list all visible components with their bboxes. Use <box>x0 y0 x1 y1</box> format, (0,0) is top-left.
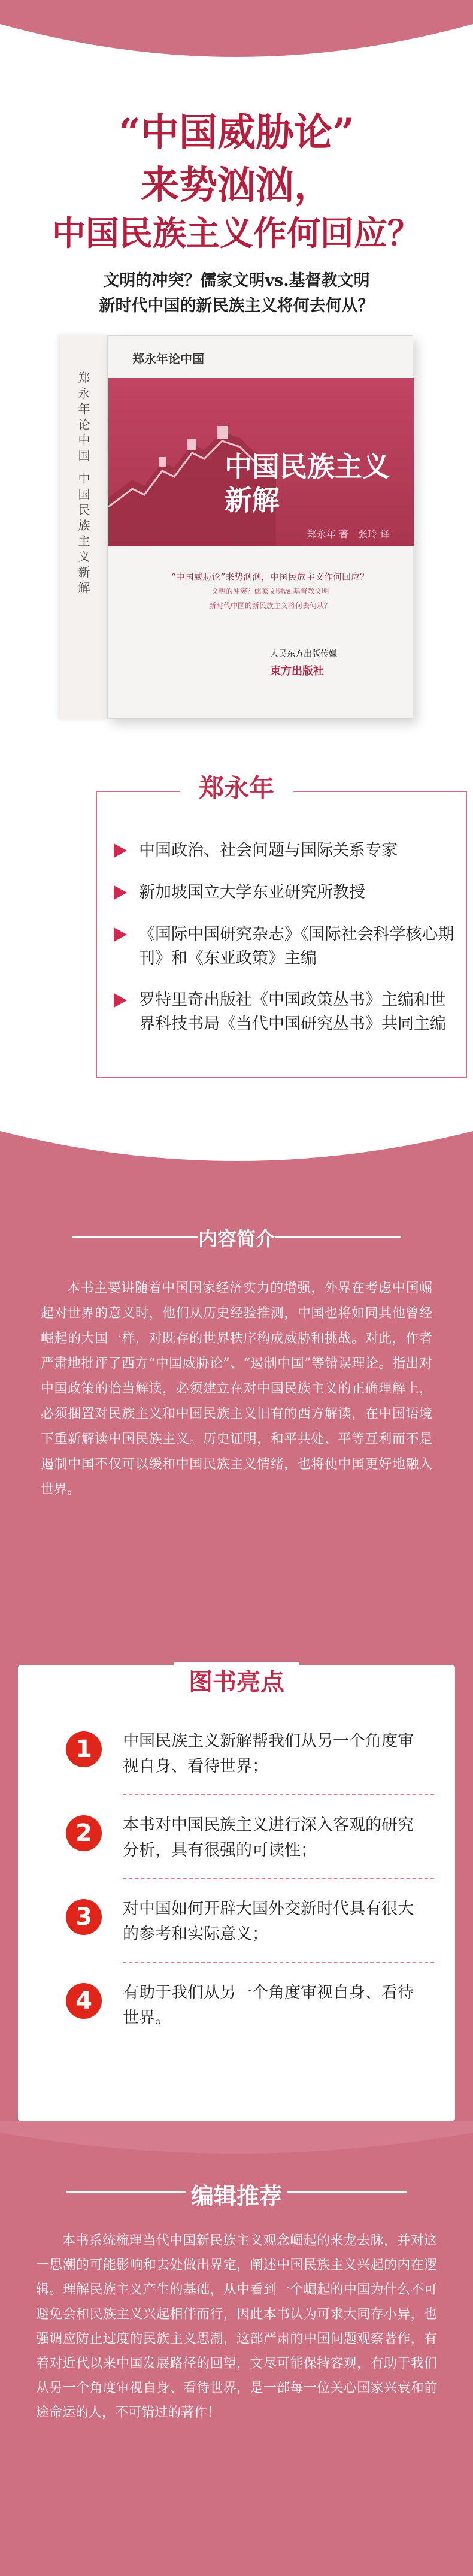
book-title-line-1: 中国民族主义 <box>225 451 390 483</box>
triangle-bullet-icon <box>114 885 127 900</box>
hero-title-line-1: “中国威胁论” <box>119 110 354 155</box>
summary-title-rule-right <box>275 1236 401 1238</box>
hero-section <box>0 0 473 791</box>
summary-section <box>0 1114 473 1665</box>
book-cover-photo <box>108 378 414 546</box>
highlight-text: 有助于我们从另一个角度审视自身、看待世界。 <box>123 1984 414 2027</box>
book-cover-image <box>60 335 413 719</box>
book-quote-line-1: “中国威胁论”来势汹汹，中国民族主义作何回应？ <box>171 572 369 582</box>
author-credential-item: 《国际中国研究杂志》《国际社会科学核心期刊》和《东亚政策》主编 <box>114 923 455 970</box>
highlights-title: 图书亮点 <box>189 1668 284 1696</box>
number-badge-icon: 4 <box>66 1983 102 2019</box>
hero-top-wave <box>0 0 473 90</box>
book-title-line-2: 新解 <box>225 484 280 516</box>
summary-title: 内容简介 <box>198 1227 275 1250</box>
author-name: 郑永年 <box>198 773 274 803</box>
book-quote-line-2: 文明的冲突？儒家文明vs.基督教文明 <box>211 587 329 595</box>
book-cover-author: 郑永年 著 张玲 译 <box>307 528 390 540</box>
number-badge-icon: 1 <box>66 1731 102 1767</box>
editor-title-rule-right <box>287 2191 407 2193</box>
highlight-text: 本书对中国民族主义进行深入客观的研究分析，具有很强的可读性； <box>123 1816 414 1860</box>
book-cover-title <box>225 450 390 517</box>
summary-text <box>41 1276 432 1502</box>
book-cover-quote <box>144 570 396 613</box>
highlight-divider <box>123 1794 434 1795</box>
author-credentials-list <box>114 839 455 1054</box>
highlight-divider <box>123 1962 434 1963</box>
editor-recommendation-section <box>0 2121 473 2576</box>
summary-paragraph: 本书主要讲随着中国国家经济实力的增强，外界在考虑中国崛起对世界的意义时，他们从历史经验推测，中国也将如同其他曾经崛起的大国一样，对既存的世界秩序构成威胁和挑战。对此，作者严肃地批评了西方“中国威胁论”、“遏制中国”等错误理论。指出对中国政策的恰当解读，必须建立在对中国民族主义的正确理解上，必须捆置对民族主义和中国民族主义旧有的西方解读，在中国语境下重新解读中国民族主义。历史证明，和平共处、平等互利而不是遏制中国不仅可以缓和中国民族主义情绪，也将使中国更好地融入世界。 <box>41 1281 432 1497</box>
book-spine <box>60 335 108 719</box>
number-badge-icon: 3 <box>66 1899 102 1935</box>
hero-title-line-2: 来势汹汹， <box>141 163 332 208</box>
triangle-bullet-icon <box>114 927 127 942</box>
hero-subtitle-line-1: 文明的冲突？儒家文明vs.基督教文明 <box>103 271 370 290</box>
triangle-bullet-icon <box>114 993 127 1008</box>
editor-title: 编辑推荐 <box>190 2182 282 2209</box>
author-credential-item: 新加坡国立大学东亚研究所教授 <box>114 881 455 905</box>
highlight-text: 对中国如何开辟大国外交新时代具有很大的参考和实际意义； <box>123 1900 414 1943</box>
book-quote-line-3: 新时代中国的新民族主义将何去何从？ <box>208 601 331 610</box>
author-credential-item: 中国政治、社会问题与国际关系专家 <box>114 839 455 863</box>
highlights-section <box>0 1665 473 2127</box>
hero-subtitle-line-2: 新时代中国的新民族主义将何去何从？ <box>99 297 374 315</box>
book-spine-text: 郑永年论中国 中国民族主义新解 <box>76 371 90 597</box>
book-series-label: 郑永年论中国 <box>132 352 204 366</box>
number-badge-icon: 2 <box>66 1815 102 1851</box>
author-credential-item: 罗特里奇出版社《中国政策丛书》主编和世界科技书局《当代中国研究丛书》共同主编 <box>114 988 455 1036</box>
book-publisher-group: 人民东方出版传媒 <box>270 649 337 659</box>
highlight-divider <box>123 1878 434 1879</box>
editor-text <box>36 2229 437 2425</box>
book-front-cover <box>108 335 413 719</box>
triangle-bullet-icon <box>114 843 127 858</box>
editor-paragraph: 本书系统梳理当代中国新民族主义观念崛起的来龙去脉，并对这一思潮的可能影响和去处做出界定，阐述中国民族主义兴起的内在逻辑。理解民族主义产生的基础，从中看到一个崛起的中国为什么不可避免会和民族主义兴起相伴而行，因此本书认为可求大同存小异，也强调应防止过度的民族主义思潮，这部严肃的中国问题观察著作，有着对近代以来中国发展路径的回望，文尽可能保持客观，有助于我们从另一个角度审视自身、看待世界，是一部每一位关心国家兴衰和前途命运的人，不可错过的著作！ <box>36 2233 437 2420</box>
book-publisher-logo: 東方出版社 <box>270 665 324 678</box>
hero-title-line-3: 中国民族主义作何回应？ <box>52 214 421 253</box>
highlight-text: 中国民族主义新解帮我们从另一个角度审视自身、看待世界； <box>123 1732 414 1776</box>
summary-top-wave <box>0 1113 473 1203</box>
